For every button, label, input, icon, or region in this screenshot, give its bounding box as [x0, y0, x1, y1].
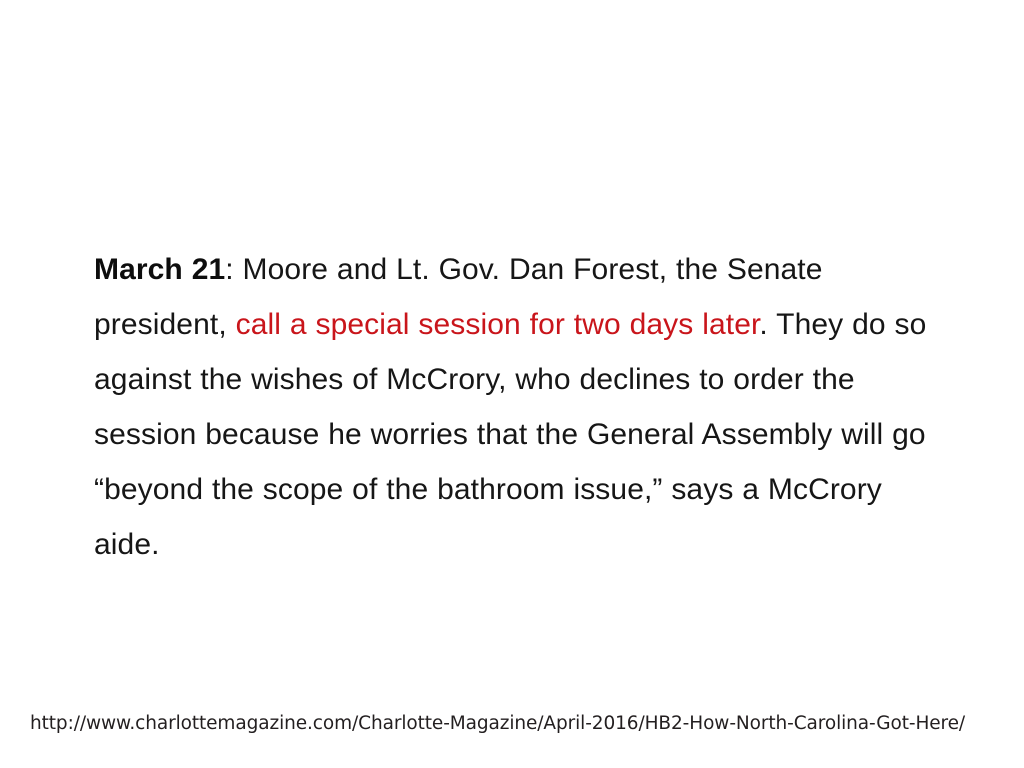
body-paragraph	[94, 242, 944, 572]
body-text-block	[94, 212, 944, 602]
date-label: March 21	[94, 253, 226, 286]
source-url[interactable]: http://www.charlottemagazine.com/Charlotte-Magazine/April-2016/HB2-How-North-Carolina-Got-Here/	[30, 713, 966, 734]
highlighted-phrase: call a special session for two days later	[235, 308, 760, 341]
body-text-part-2: . They do so against the wishes of McCrory, who declines to order the session because he worries that the General Assembly will go “beyond the scope of the bathroom issue,” says a McCrory aide.	[94, 308, 927, 561]
body-text-part-1: : Moore and Lt. Gov. Dan Forest, the Senate president,	[94, 253, 823, 341]
